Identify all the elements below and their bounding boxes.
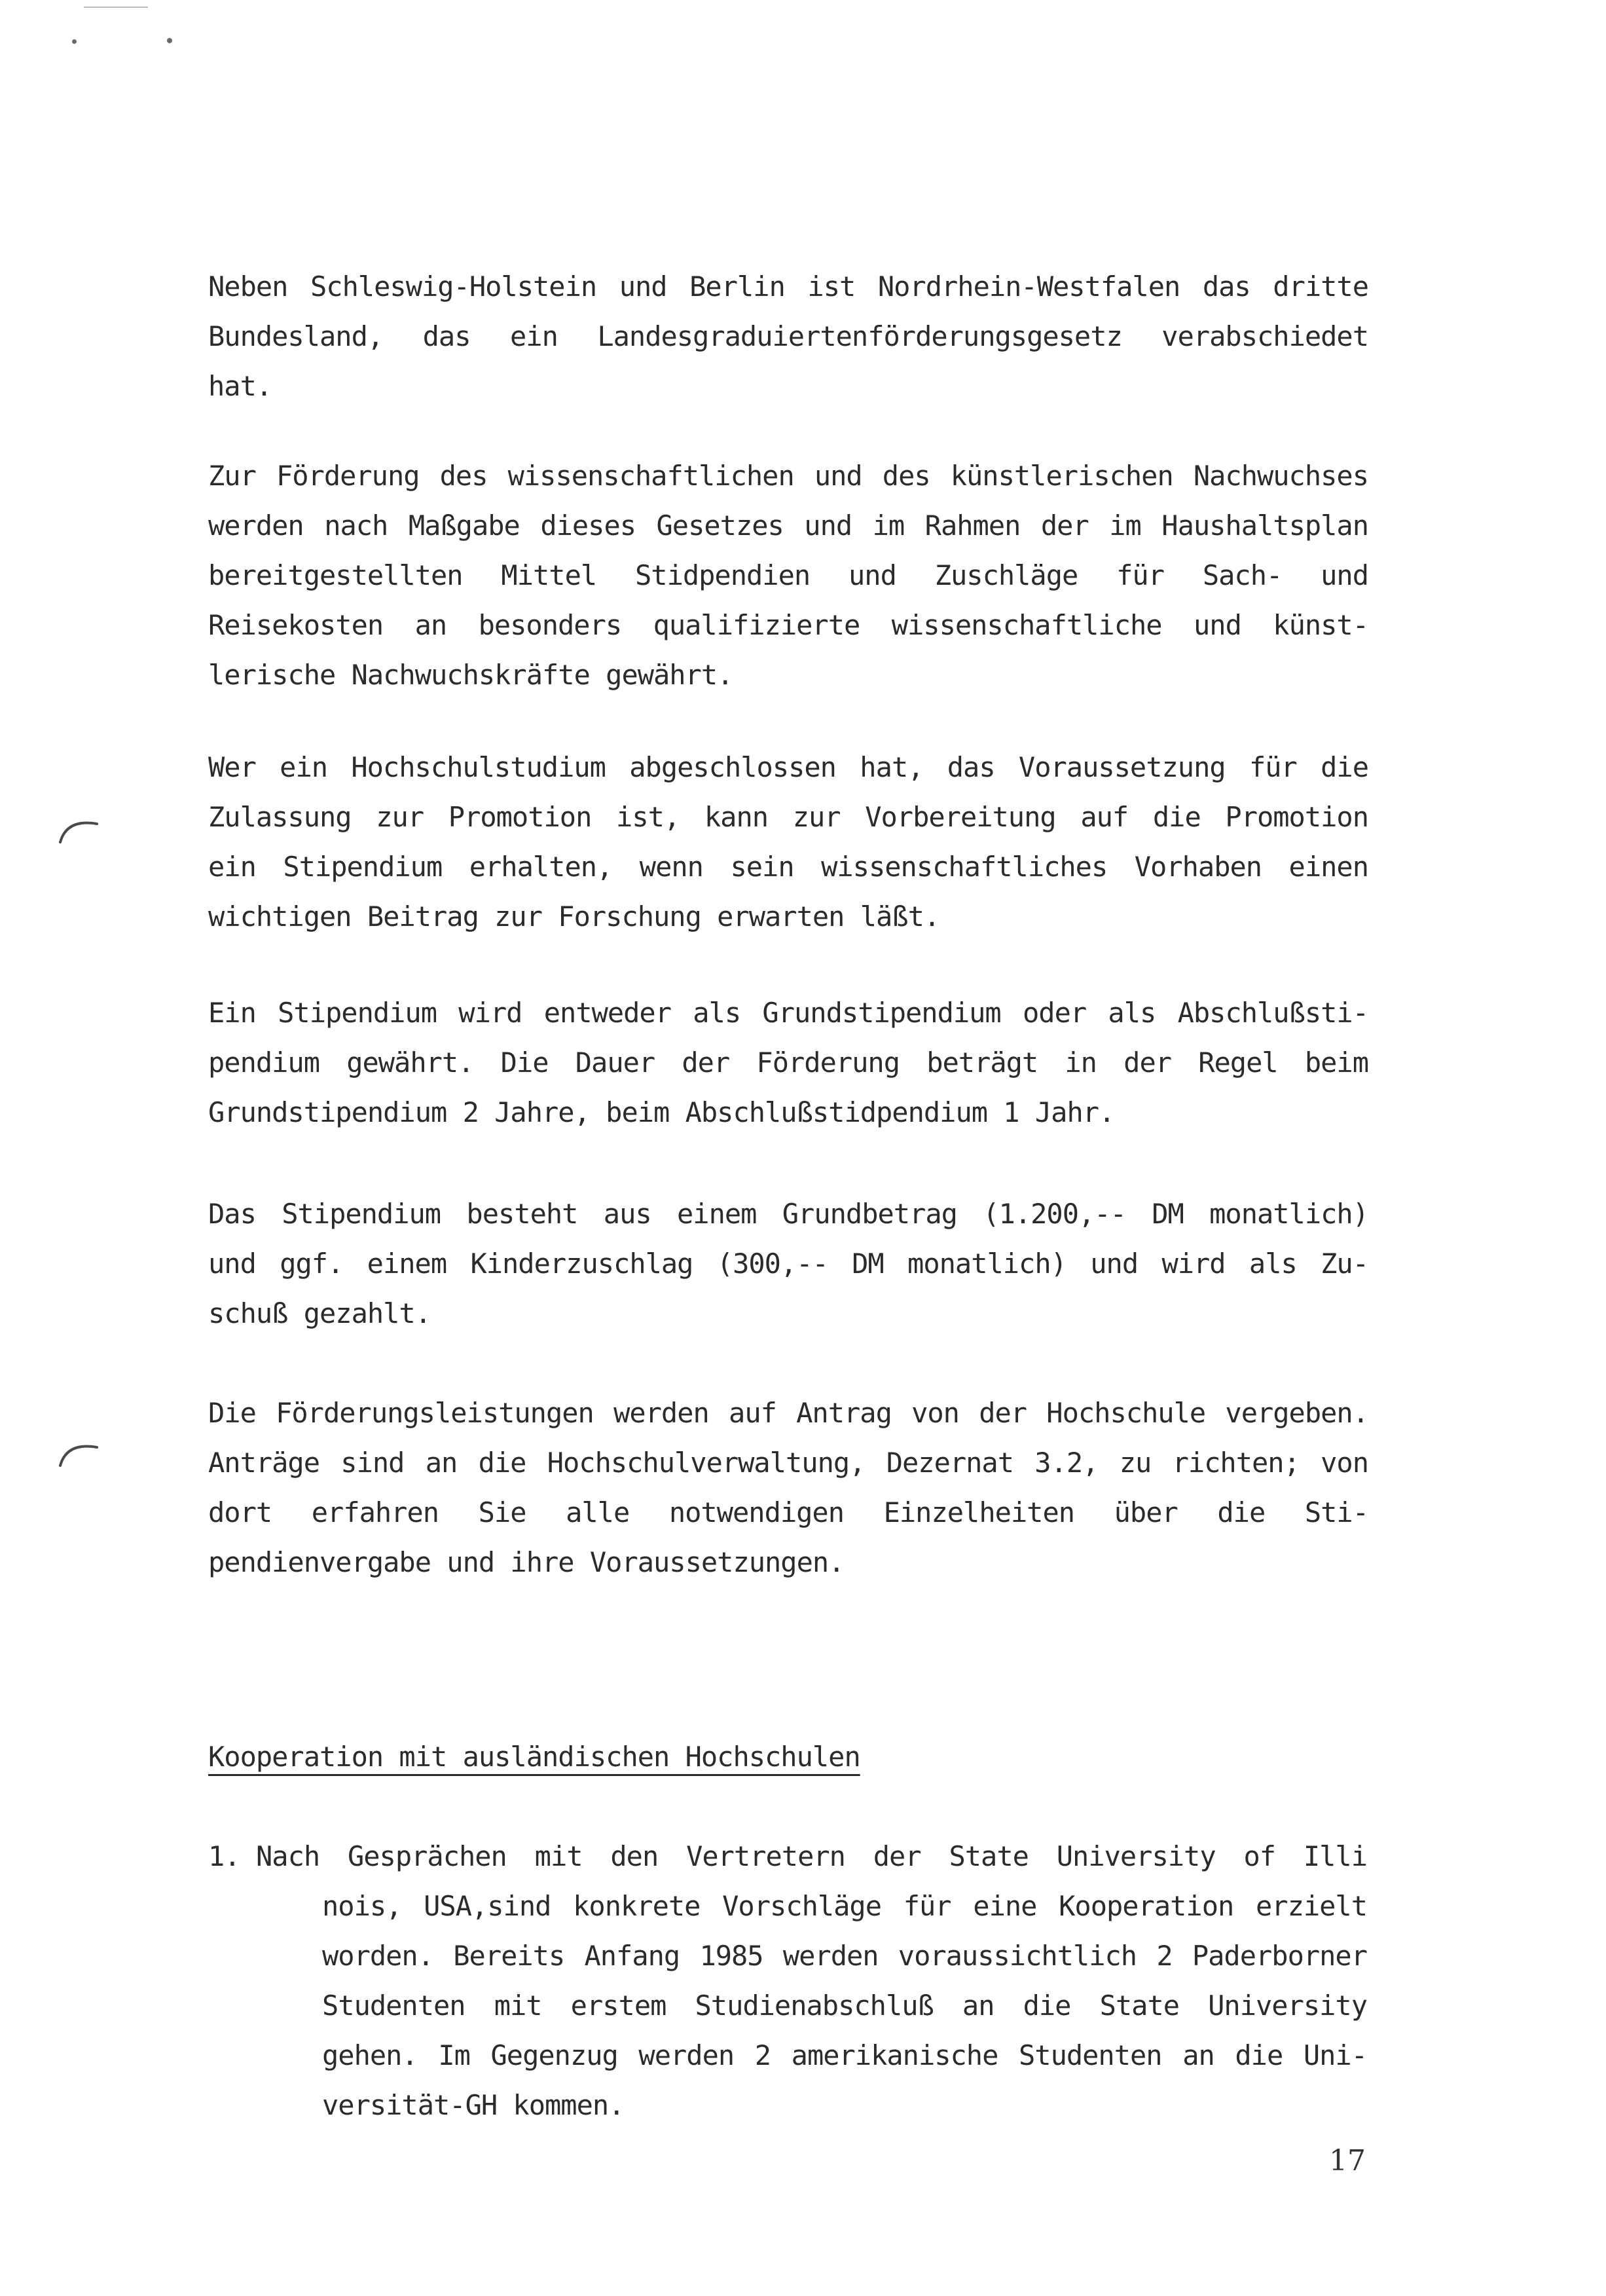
- text-line: dort erfahren Sie alle notwendigen Einzelheiten über die Sti-: [208, 1496, 1368, 1528]
- text-line: Ein Stipendium wird entweder als Grundstipendium oder als Abschlußsti-: [208, 997, 1368, 1029]
- list-item-continuation: [322, 1881, 1367, 2130]
- page-number: 17: [1329, 2144, 1366, 2177]
- text-line: Anträge sind an die Hochschulverwaltung, Dezernat 3.2, zu richten; von: [208, 1447, 1368, 1479]
- text-line: gehen. Im Gegenzug werden 2 amerikanische Studenten an die Uni-: [322, 2039, 1367, 2071]
- text-line: hat.: [208, 370, 272, 402]
- punch-hole-mark: [58, 1438, 100, 1470]
- text-line: Das Stipendium besteht aus einem Grundbetrag (1.200,-- DM monatlich): [208, 1198, 1368, 1230]
- text-line: versität-GH kommen.: [322, 2089, 625, 2121]
- scan-speck: [167, 38, 172, 43]
- text-line: worden. Bereits Anfang 1985 werden voraussichtlich 2 Paderborner: [322, 1940, 1367, 1972]
- text-line: lerische Nachwuchskräfte gewährt.: [208, 659, 733, 691]
- text-line: Nach Gesprächen mit den Vertretern der State University of Illi: [256, 1840, 1367, 1872]
- text-line: wichtigen Beitrag zur Forschung erwarten läßt.: [208, 900, 940, 933]
- paragraph-application: [208, 1388, 1368, 1587]
- text-line: schuß gezahlt.: [208, 1297, 431, 1329]
- text-line: werden nach Maßgabe dieses Gesetzes und im Rahmen der im Haushaltsplan: [208, 509, 1368, 542]
- text-line: Bundesland, das ein Landesgraduiertenförderungsgesetz verabschiedet: [208, 320, 1368, 352]
- text-line: nois, USA,sind konkrete Vorschläge für eine Kooperation erzielt: [322, 1890, 1367, 1922]
- text-line: Studenten mit erstem Studienabschluß an die State University: [322, 1990, 1367, 2022]
- text-line: und ggf. einem Kinderzuschlag (300,-- DM monatlich) und wird als Zu-: [208, 1248, 1368, 1280]
- text-line: Grundstipendium 2 Jahre, beim Abschlußstidpendium 1 Jahr.: [208, 1096, 1115, 1128]
- text-line: bereitgestellten Mittel Stidpendien und Zuschläge für Sach- und: [208, 559, 1368, 591]
- paragraph-graduate-law: [208, 262, 1368, 411]
- text-line: pendium gewährt. Die Dauer der Förderung beträgt in der Regel beim: [208, 1046, 1368, 1079]
- text-line: Zur Förderung des wissenschaftlichen und des künstlerischen Nachwuchses: [208, 460, 1368, 492]
- scan-speck: [72, 39, 77, 44]
- text-line: Zulassung zur Promotion ist, kann zur Vorbereitung auf die Promotion: [208, 801, 1368, 833]
- text-line: Wer ein Hochschulstudium abgeschlossen hat, das Voraussetzung für die: [208, 751, 1368, 783]
- text-line: pendienvergabe und ihre Voraussetzungen.: [208, 1546, 845, 1578]
- text-line: ein Stipendium erhalten, wenn sein wissenschaftliches Vorhaben einen: [208, 851, 1368, 883]
- section-heading: Kooperation mit ausländischen Hochschulen: [208, 1741, 860, 1773]
- text-line: Neben Schleswig-Holstein und Berlin ist Nordrhein-Westfalen das dritte: [208, 270, 1368, 303]
- list-item-number: 1.: [208, 1840, 240, 1872]
- scan-edge-mark: [84, 7, 148, 8]
- text-line: Reisekosten an besonders qualifizierte wissenschaftliche und künst-: [208, 609, 1368, 641]
- punch-hole-mark: [58, 815, 100, 846]
- paragraph-eligibility: [208, 743, 1368, 942]
- paragraph-stipend-types: [208, 988, 1368, 1138]
- list-item: [208, 1832, 1368, 2133]
- paragraph-funding-purpose: [208, 451, 1368, 700]
- text-line: Die Förderungsleistungen werden auf Antrag von der Hochschule vergeben.: [208, 1397, 1368, 1429]
- paragraph-stipend-amount: [208, 1189, 1368, 1339]
